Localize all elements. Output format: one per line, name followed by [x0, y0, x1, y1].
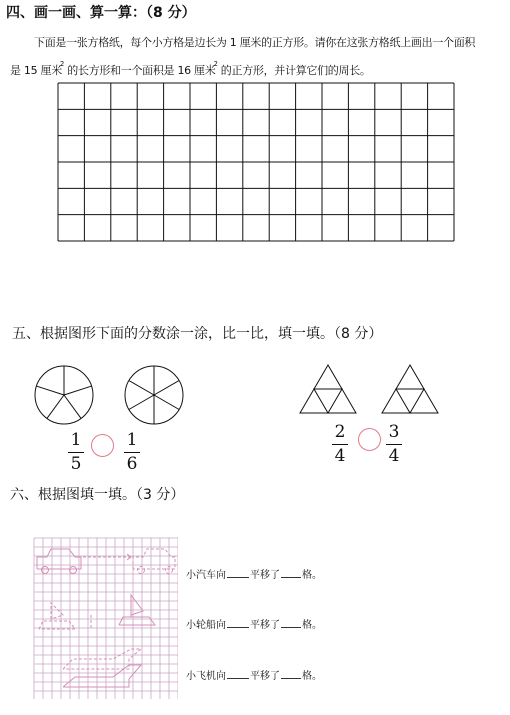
fraction-triangles[interactable] [298, 363, 442, 415]
compare-circle-left[interactable] [91, 434, 114, 457]
superscript-2: 2 [213, 60, 218, 68]
answer-blank-direction[interactable] [227, 568, 249, 578]
section4-instruction-line2: 是 15 厘米$^2$ 的长方形和一个面积是 16 厘米$^2$ 的正方形，并计算它们的周长。 [10, 60, 371, 77]
fraction-one-fifth: 1 5 [68, 432, 84, 473]
answer-blank-direction[interactable] [227, 618, 249, 628]
answer-blank-count[interactable] [281, 568, 301, 578]
question-plane: 小飞机向 平移了 格。 [186, 671, 322, 682]
boat-moved [39, 603, 91, 629]
translation-grid[interactable] [33, 537, 178, 699]
compare-circle-right[interactable] [358, 428, 381, 451]
circle-six-parts[interactable] [125, 366, 183, 424]
plane-original [63, 649, 141, 669]
fraction-one-sixth: 1 6 [124, 432, 140, 473]
car-original [37, 549, 81, 574]
answer-blank-direction[interactable] [227, 669, 249, 679]
section4-instruction-line1: 下面是一张方格纸，每个小方格是边长为 1 厘米的正方形。请你在这张方格纸上画出一个面积 [34, 36, 476, 49]
answer-blank-count[interactable] [281, 669, 301, 679]
section6-title: 六、根据图填一填。（3 分） [10, 487, 185, 503]
plane-moved [63, 665, 141, 687]
section5-title: 五、根据图形下面的分数涂一涂，比一比，填一填。（8 分） [12, 326, 383, 342]
triangle-four-parts-left[interactable] [300, 365, 356, 413]
triangle-four-parts-right[interactable] [382, 365, 438, 413]
fraction-circles[interactable] [33, 364, 193, 428]
answer-blank-count[interactable] [281, 618, 301, 628]
square-grid-paper[interactable] [57, 82, 455, 242]
section4-title: 四、画一画、算一算：（8 分） [6, 5, 196, 21]
circle-five-parts[interactable] [35, 366, 93, 424]
question-boat: 小轮船向 平移了 格。 [186, 620, 322, 631]
question-car: 小汽车向 平移了 格。 [186, 570, 322, 581]
fraction-three-quarters: 3 4 [386, 424, 402, 465]
superscript-2: 2 [59, 60, 65, 68]
fraction-two-quarters: 2 4 [332, 424, 348, 465]
